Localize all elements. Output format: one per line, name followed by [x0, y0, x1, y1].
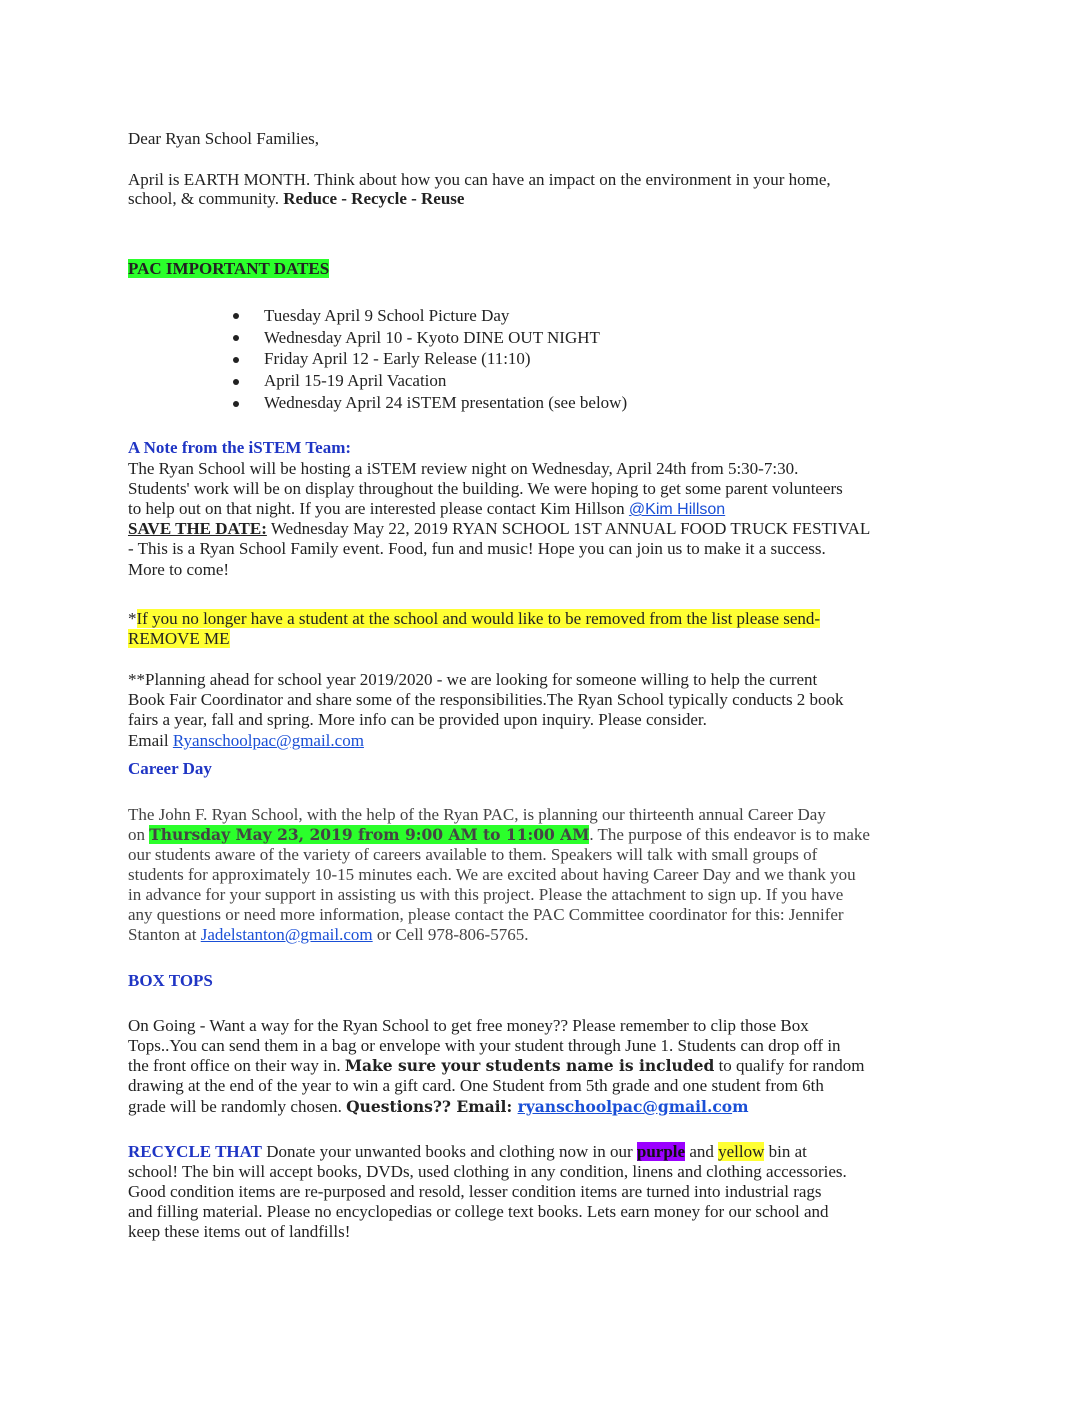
box-tops-line-5-start: grade will be randomly chosen. [128, 1097, 347, 1116]
pac-dates-heading-text: PAC IMPORTANT DATES [128, 259, 330, 278]
save-the-date-line-1 [128, 519, 870, 539]
recycle-line-1-start: Donate your unwanted books and clothing now in our [261, 1142, 637, 1161]
istem-line-3 [128, 499, 725, 520]
greeting: Dear Ryan School Families, [128, 129, 320, 148]
recycle-and: and [685, 1142, 719, 1161]
istem-line-2: Students' work will be on display throughout the building. We were hoping to get some parent volunteers [128, 479, 843, 498]
purple-bin-label: purple [636, 1142, 686, 1161]
recycle-heading: RECYCLE THAT [128, 1142, 262, 1161]
bookfair-line-1: **Planning ahead for school year 2019/2020 - we are looking for someone willing to help the current [128, 670, 818, 689]
date-item: April 15-19 April Vacation [264, 371, 447, 390]
bookfair-email-link[interactable]: Ryanschoolpac@gmail.com [172, 731, 364, 750]
career-day-date: Thursday May 23, 2019 from 9:00 AM to 11:00 AM [149, 825, 590, 844]
kim-hillson-link[interactable]: @Kim Hillson [628, 501, 726, 518]
remove-text: If you no longer have a student at the school and would like to be removed from the list please send- [136, 609, 821, 628]
career-line-5: in advance for your support in assisting us with this project. Please the attachment to sign up. If you have [128, 885, 844, 904]
istem-heading: A Note from the iSTEM Team: [128, 438, 352, 457]
remove-me-text: REMOVE ME [128, 629, 230, 648]
box-tops-name-note: Make sure your students name is included [344, 1056, 715, 1075]
earth-month-text: school, & community. [128, 189, 284, 208]
career-line-7-end: or Cell 978-806-5765. [372, 925, 529, 944]
box-tops-email-link[interactable]: ryanschoolpac@gmail.co [517, 1097, 733, 1116]
box-tops-line-1: On Going - Want a way for the Ryan School to get free money?? Please remember to clip those Box [128, 1016, 809, 1035]
career-line-2-end: . The purpose of this endeavor is to make [589, 825, 870, 844]
career-line-7-start: Stanton at [128, 925, 201, 944]
earth-slogan: Reduce - Recycle - Reuse [283, 189, 465, 208]
earth-month-line-1: April is EARTH MONTH. Think about how you can have an impact on the environment in your home, [128, 170, 831, 189]
save-the-date-line-2: - This is a Ryan School Family event. Food, fun and music! Hope you can join us to make it a success. [128, 539, 826, 558]
career-line-4: students for approximately 10-15 minutes each. We are excited about having Career Day and we thank you [128, 865, 856, 884]
istem-line-1: The Ryan School will be hosting a iSTEM review night on Wednesday, April 24th from 5:30-7:30. [128, 459, 799, 478]
bookfair-email-line [128, 731, 364, 751]
box-tops-line-5 [128, 1097, 749, 1117]
bookfair-line-3: fairs a year, fall and spring. More info can be provided upon inquiry. Please consider. [128, 710, 707, 729]
box-tops-line-2: Tops..You can send them in a bag or envelope with your student through June 1. Students can drop off in [128, 1036, 841, 1055]
career-line-6: any questions or need more information, please contact the PAC Committee coordinator for this: Jennifer [128, 905, 844, 924]
career-line-2 [128, 825, 870, 845]
box-tops-line-4: drawing at the end of the year to win a gift card. One Student from 5th grade and one student from 6th [128, 1076, 824, 1095]
save-the-date-line-3: More to come! [128, 560, 230, 579]
bookfair-email-label: Email [128, 731, 173, 750]
remove-line-2 [128, 629, 230, 649]
remove-line-1 [128, 609, 820, 629]
box-tops-line-3-end: to qualify for random [714, 1056, 865, 1075]
bullet-icon [233, 313, 239, 319]
bookfair-line-2: Book Fair Coordinator and share some of the responsibilities.The Ryan School typically conducts 2 book [128, 690, 844, 709]
recycle-line-3: Good condition items are re-purposed and resold, lesser condition items are turned into industrial rags [128, 1182, 822, 1201]
bullet-icon [233, 357, 239, 363]
box-tops-heading: BOX TOPS [128, 971, 213, 990]
recycle-line-1 [128, 1142, 807, 1162]
date-item: Tuesday April 9 School Picture Day [264, 306, 510, 325]
remove-star: * [128, 609, 137, 628]
earth-month-line-2 [128, 189, 464, 209]
date-item: Wednesday April 10 - Kyoto DINE OUT NIGHT [264, 328, 600, 347]
istem-line-3-text: to help out on that night. If you are interested please contact Kim Hillson [128, 499, 629, 518]
box-tops-line-3 [128, 1056, 864, 1076]
bullet-icon [233, 379, 239, 385]
career-line-2-start: on [128, 825, 150, 844]
recycle-line-1-end: bin at [764, 1142, 807, 1161]
box-tops-questions: Questions?? Email: [346, 1097, 518, 1116]
recycle-line-4: and filling material. Please no encyclopedias or college text books. Lets earn money for our school and [128, 1202, 829, 1221]
date-item: Wednesday April 24 iSTEM presentation (see below) [264, 393, 628, 412]
box-tops-line-3-start: the front office on their way in. [128, 1056, 345, 1075]
save-the-date-text: Wednesday May 22, 2019 RYAN SCHOOL 1ST ANNUAL FOOD TRUCK FESTIVAL [266, 519, 871, 538]
bullet-icon [233, 335, 239, 341]
save-the-date-label: SAVE THE DATE: [128, 519, 267, 538]
pac-dates-heading [128, 259, 329, 279]
date-item: Friday April 12 - Early Release (11:10) [264, 349, 531, 368]
bullet-icon [233, 401, 239, 407]
recycle-line-5: keep these items out of landfills! [128, 1222, 351, 1241]
career-day-heading: Career Day [128, 759, 212, 778]
recycle-line-2: school! The bin will accept books, DVDs, used clothing in any condition, linens and clothing accessories. [128, 1162, 847, 1181]
career-line-3: our students aware of the variety of careers available to them. Speakers will talk with small groups of [128, 845, 818, 864]
career-line-7 [128, 925, 528, 945]
box-tops-email-tail: m [732, 1097, 749, 1116]
career-email-link[interactable]: Jadelstanton@gmail.com [200, 925, 373, 944]
career-line-1: The John F. Ryan School, with the help of the Ryan PAC, is planning our thirteenth annual Career Day [128, 805, 826, 824]
yellow-bin-label: yellow [718, 1142, 765, 1161]
